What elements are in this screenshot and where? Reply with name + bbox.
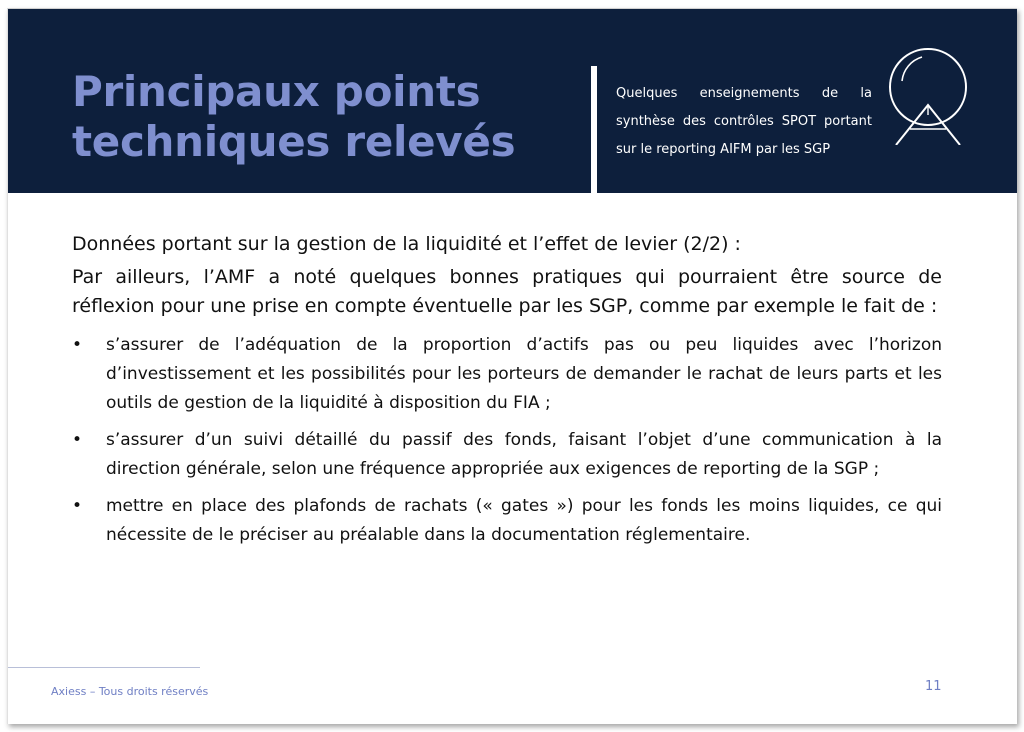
- header-subtitle: Quelques enseignements de la synthèse des contrôles SPOT portant sur le reporting AIFM par les SGP: [616, 86, 872, 157]
- list-item: [72, 426, 942, 484]
- intro-paragraph: Par ailleurs, l’AMF a noté quelques bonnes pratiques qui pourraient être source de réflexion pour une prise en compte éventuelle par les SGP, comme par exemple le fait de :: [72, 266, 942, 317]
- bullet-list: [72, 331, 942, 550]
- circle-triangle-logo-icon: [886, 45, 970, 145]
- footer-divider: [8, 667, 200, 668]
- slide-content: [72, 229, 942, 558]
- list-item-text: mettre en place des plafonds de rachats (« gates ») pour les fonds les moins liquides, ce qui nécessite de le préciser au préalable dans la documentation réglementaire.: [106, 496, 942, 545]
- title-line-1: Principaux points: [72, 67, 481, 116]
- bullet-icon: •: [72, 496, 83, 516]
- footer-copyright: Axiess – Tous droits réservés: [51, 685, 209, 698]
- list-item-text: s’assurer d’un suivi détaillé du passif des fonds, faisant l’objet d’une communication à la direction générale, selon une fréquence appropriée aux exigences de reporting de la SGP ;: [106, 430, 942, 479]
- bullet-icon: •: [72, 430, 83, 450]
- section-heading: Données portant sur la gestion de la liquidité et l’effet de levier (2/2) :: [72, 233, 741, 255]
- list-item-text: s’assurer de l’adéquation de la proportion d’actifs pas ou peu liquides avec l’horizon d’investissement et les possibilités pour les porteurs de demander le rachat de leurs parts et les outils de gestion de la liquidité à disposition du FIA ;: [106, 335, 942, 413]
- slide: [7, 8, 1017, 724]
- page-number: 11: [925, 679, 942, 694]
- slide-header: [8, 9, 1017, 193]
- title-line-2: techniques relevés: [72, 117, 516, 166]
- list-item: [72, 492, 942, 550]
- bullet-icon: •: [72, 335, 83, 355]
- list-item: [72, 331, 942, 418]
- header-divider: [591, 66, 597, 194]
- slide-title: [72, 67, 582, 167]
